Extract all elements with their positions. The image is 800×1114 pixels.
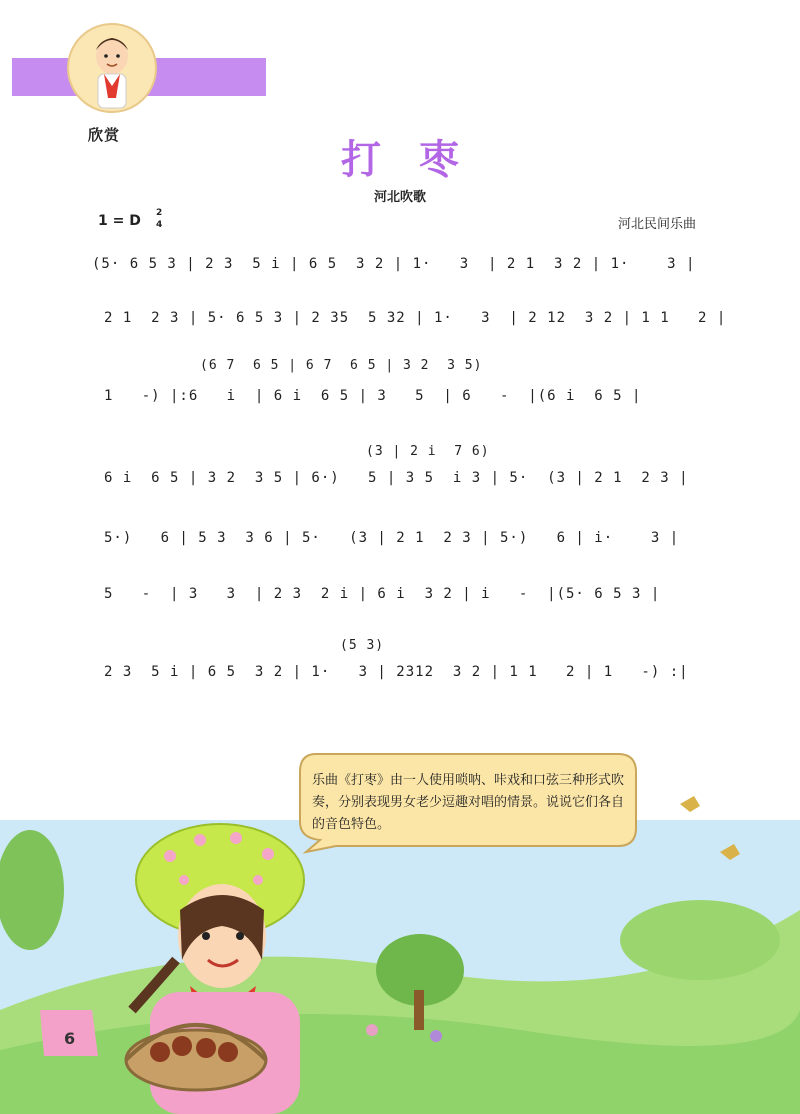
score-row-6	[0, 582, 800, 622]
score-line: 2 1 2 3 | 5· 6 5 3 | 2 35 5 32 | 1· 3 | 2 12 3 2 | 1 1 2 |	[104, 310, 727, 326]
score-upper-voice: (5 3)	[340, 638, 385, 653]
key-signature: 1 = D	[98, 213, 141, 229]
meter-top: 2	[156, 208, 163, 218]
score-line: 1 -) |:6 i | 6 i 6 5 | 3 5 | 6 - |(6 i 6 5 |	[104, 388, 642, 404]
student-avatar	[66, 22, 158, 114]
page-number: 6	[64, 1029, 76, 1048]
score-row-7	[0, 638, 800, 678]
composer-credit: 河北民间乐曲	[617, 217, 696, 232]
score-row-3	[0, 358, 800, 404]
score-row-1	[0, 252, 800, 292]
score-upper-voice: (6 7 6 5 | 6 7 6 5 | 3 2 3 5)	[200, 358, 483, 373]
bubble-text: 乐曲《打枣》由一人使用唢呐、咔戏和口弦三种形式吹奏，分别表现男女老少逗趣对唱的情景。说说它们各自的音色特色。	[312, 773, 625, 832]
score-line: 6 i 6 5 | 3 2 3 5 | 6·) 5 | 3 5 i 3 | 5· (3 | 2 1 2 3 |	[104, 470, 689, 486]
score-line: (5· 6 5 3 | 2 3 5 i | 6 5 3 2 | 1· 3 | 2 1 3 2 | 1· 3 |	[92, 256, 696, 272]
score-upper-voice: (3 | 2 i 7 6)	[366, 444, 490, 459]
meter-bottom: 4	[156, 220, 163, 230]
section-label: 欣赏	[88, 126, 121, 144]
score-row-2	[0, 306, 800, 346]
time-signature	[156, 207, 162, 231]
score-line: 5 - | 3 3 | 2 3 2 i | 6 i 3 2 | i - |(5· 6 5 3 |	[104, 586, 661, 602]
score-row-5	[0, 526, 800, 566]
song-subtitle: 河北吹歌	[373, 190, 426, 205]
song-title: 打枣	[341, 137, 497, 183]
score-line: 2 3 5 i | 6 5 3 2 | 1· 3 | 2312 3 2 | 1 1 2 | 1 -) :|	[104, 664, 689, 680]
score-line: 5·) 6 | 5 3 3 6 | 5· (3 | 2 1 2 3 | 5·) 6 | i· 3 |	[104, 530, 680, 546]
score-row-4	[0, 444, 800, 484]
